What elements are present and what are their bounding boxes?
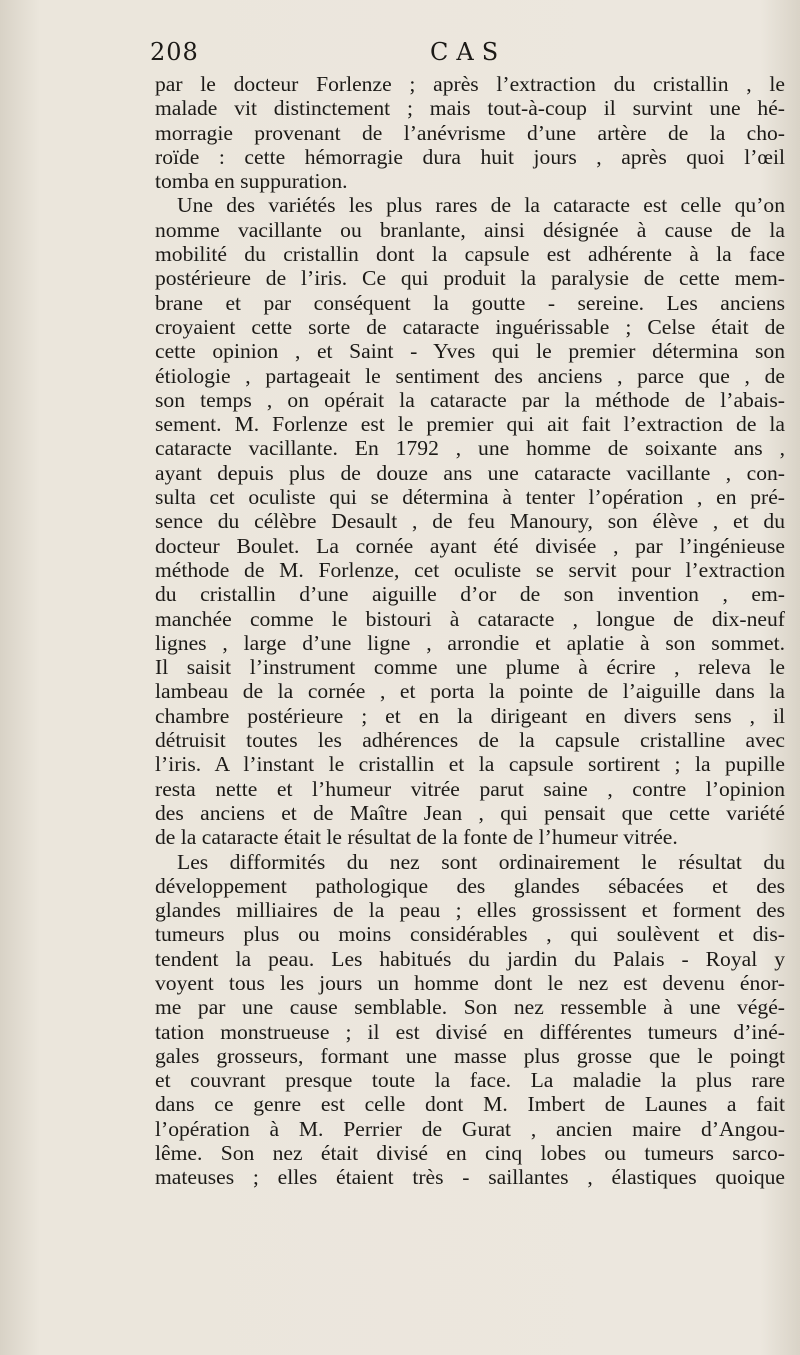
text-line: mobilité du cristallin dont la capsule est adhérente à la face <box>155 242 785 267</box>
text-line: malade vit distinctement ; mais tout-à-coup il survint une hé- <box>155 96 785 121</box>
text-line: l’iris. A l’instant le cristallin et la capsule sortirent ; la pupille <box>155 752 785 777</box>
text-line: étiologie , partageait le sentiment des anciens , parce que , de <box>155 363 785 388</box>
text-line: Une des variétés les plus rares de la cataracte est celle qu’on <box>177 193 785 218</box>
text-line: dans ce genre est celle dont M. Imbert de Launes a fait <box>155 1092 785 1117</box>
text-line: sence du célèbre Desault , de feu Manoury, son élève , et du <box>155 509 785 534</box>
text-line: lême. Son nez était divisé en cinq lobes ou tumeurs sarco- <box>155 1141 785 1166</box>
text-line: croyaient cette sorte de cataracte inguérissable ; Celse était de <box>155 314 785 339</box>
text-line: morragie provenant de l’anévrisme d’une artère de la cho- <box>155 120 785 145</box>
text-line: tation monstrueuse ; il est divisé en différentes tumeurs d’iné- <box>155 1019 785 1044</box>
text-line: méthode de M. Forlenze, cet oculiste se servit pour l’extraction <box>155 557 785 582</box>
text-line: manchée comme le bistouri à cataracte , longue de dix-neuf <box>155 606 785 631</box>
text-line: Il saisit l’instrument comme une plume à écrire , releva le <box>155 655 785 680</box>
text-line: Les difformités du nez sont ordinairement le résultat du <box>177 849 785 874</box>
text-line: et couvrant presque toute la face. La maladie la plus rare <box>155 1068 785 1093</box>
text-line: cataracte vacillante. En 1792 , une homme de soixante ans , <box>155 436 785 461</box>
text-line: nomme vacillante ou branlante, ainsi désignée à cause de la <box>155 217 785 242</box>
text-line: lambeau de la cornée , et porta la pointe de l’aiguille dans la <box>155 679 785 704</box>
text-line: chambre postérieure ; et en la dirigeant en divers sens , il <box>155 703 785 728</box>
text-line: voyent tous les jours un homme dont le nez est devenu énor- <box>155 970 785 995</box>
text-line: tumeurs plus ou moins considérables , qui soulèvent et dis- <box>155 922 785 947</box>
text-line: roïde : cette hémorragie dura huit jours , après quoi l’œil <box>155 144 785 169</box>
text-line: tendent la peau. Les habitués du jardin du Palais - Royal y <box>155 946 785 971</box>
text-line: son temps , on opérait la cataracte par la méthode de l’abais- <box>155 387 785 412</box>
running-head: CAS <box>430 38 507 66</box>
text-line: postérieure de l’iris. Ce qui produit la paralysie de cette mem- <box>155 266 785 291</box>
text-line: tomba en suppuration. <box>155 169 348 194</box>
text-line: cette opinion , et Saint - Yves qui le premier détermina son <box>155 339 785 364</box>
text-line: mateuses ; elles étaient très - saillantes , élastiques quoique <box>155 1165 785 1190</box>
text-line: glandes milliaires de la peau ; elles grossissent et forment des <box>155 898 785 923</box>
body-text <box>155 72 785 1190</box>
text-line: ayant depuis plus de douze ans une cataracte vacillante , con- <box>155 460 785 485</box>
text-line: par le docteur Forlenze ; après l’extraction du cristallin , le <box>155 72 785 96</box>
text-line: docteur Boulet. La cornée ayant été divisée , par l’ingénieuse <box>155 533 785 558</box>
text-line: resta nette et l’humeur vitrée parut saine , contre l’opinion <box>155 776 785 801</box>
text-line: sement. M. Forlenze est le premier qui ait fait l’extraction de la <box>155 412 785 437</box>
page-number: 208 <box>150 38 199 66</box>
text-line: me par une cause semblable. Son nez ressemble à une végé- <box>155 995 785 1020</box>
text-line: lignes , large d’une ligne , arrondie et aplatie à son sommet. <box>155 630 785 655</box>
text-line: détruisit toutes les adhérences de la capsule cristalline avec <box>155 728 785 753</box>
text-line: brane et par conséquent la goutte - sereine. Les anciens <box>155 290 785 315</box>
text-line: des anciens et de Maître Jean , qui pensait que cette variété <box>155 800 785 825</box>
page-header <box>150 38 790 68</box>
text-line: sulta cet oculiste qui se détermina à tenter l’opération , en pré- <box>155 485 785 510</box>
text-line: gales grosseurs, formant une masse plus grosse que le poingt <box>155 1043 785 1068</box>
text-line: du cristallin d’une aiguille d’or de son invention , em- <box>155 582 785 607</box>
text-line: développement pathologique des glandes sébacées et des <box>155 873 785 898</box>
text-line: l’opération à M. Perrier de Gurat , ancien maire d’Angou- <box>155 1116 785 1141</box>
text-line: de la cataracte était le résultat de la fonte de l’humeur vitrée. <box>155 825 678 850</box>
